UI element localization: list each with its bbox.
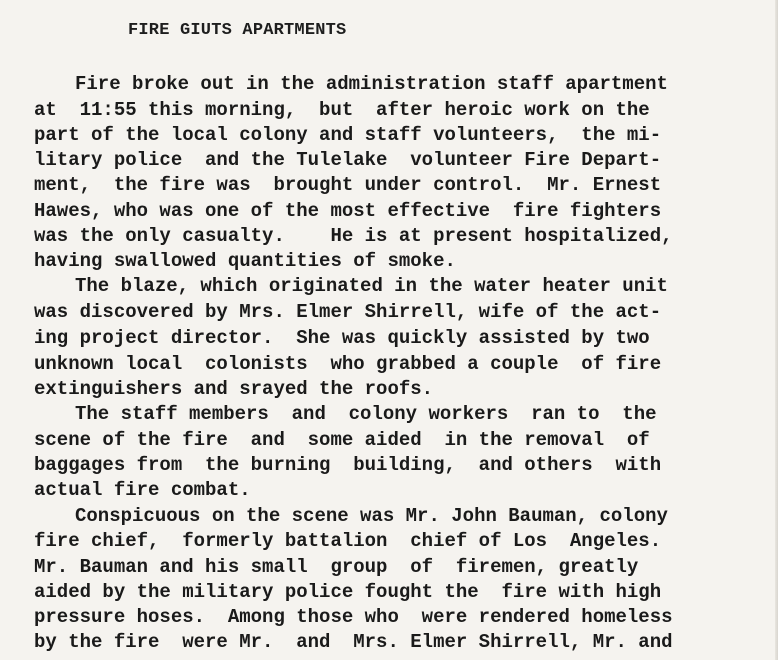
text-line-5: ment, the fire was brought under control. Mr. Ernest xyxy=(34,174,662,196)
text-line-18: Conspicuous on the scene was Mr. John Bauman, colony xyxy=(75,505,668,527)
text-line-2: at 11:55 this morning, but after heroic work on the xyxy=(34,99,650,121)
text-line-8: having swallowed quantities of smoke. xyxy=(34,250,456,272)
text-line-12: unknown local colonists who grabbed a couple of fire xyxy=(34,353,662,375)
text-line-13: extinguishers and srayed the roofs. xyxy=(34,378,434,400)
text-line-15: scene of the fire and some aided in the removal of xyxy=(34,429,650,451)
text-line-19: fire chief, formerly battalion chief of Los Angeles. xyxy=(34,530,662,552)
text-line-16: baggages from the burning building, and others with xyxy=(34,454,662,476)
text-line-11: ing project director. She was quickly assisted by two xyxy=(34,327,650,349)
text-line-7: was the only casualty. He is at present hospitalized, xyxy=(34,225,673,247)
text-line-4: litary police and the Tulelake volunteer Fire Depart- xyxy=(34,149,662,171)
text-line-10: was discovered by Mrs. Elmer Shirrell, wife of the act- xyxy=(34,301,662,323)
text-line-22: pressure hoses. Among those who were rendered homeless xyxy=(34,606,673,628)
text-line-1: Fire broke out in the administration staff apartment xyxy=(75,73,668,95)
text-line-9: The blaze, which originated in the water heater unit xyxy=(75,275,668,297)
text-line-17: actual fire combat. xyxy=(34,479,251,501)
text-line-14: The staff members and colony workers ran to the xyxy=(75,403,657,425)
article-title: FIRE GIUTS APARTMENTS xyxy=(128,21,347,40)
text-line-20: Mr. Bauman and his small group of firemen, greatly xyxy=(34,556,639,578)
text-line-21: aided by the military police fought the fire with high xyxy=(34,581,662,603)
text-line-23: by the fire were Mr. and Mrs. Elmer Shirrell, Mr. and xyxy=(34,631,673,653)
text-line-6: Hawes, who was one of the most effective fire fighters xyxy=(34,200,662,222)
text-line-3: part of the local colony and staff volunteers, the mi- xyxy=(34,124,662,146)
